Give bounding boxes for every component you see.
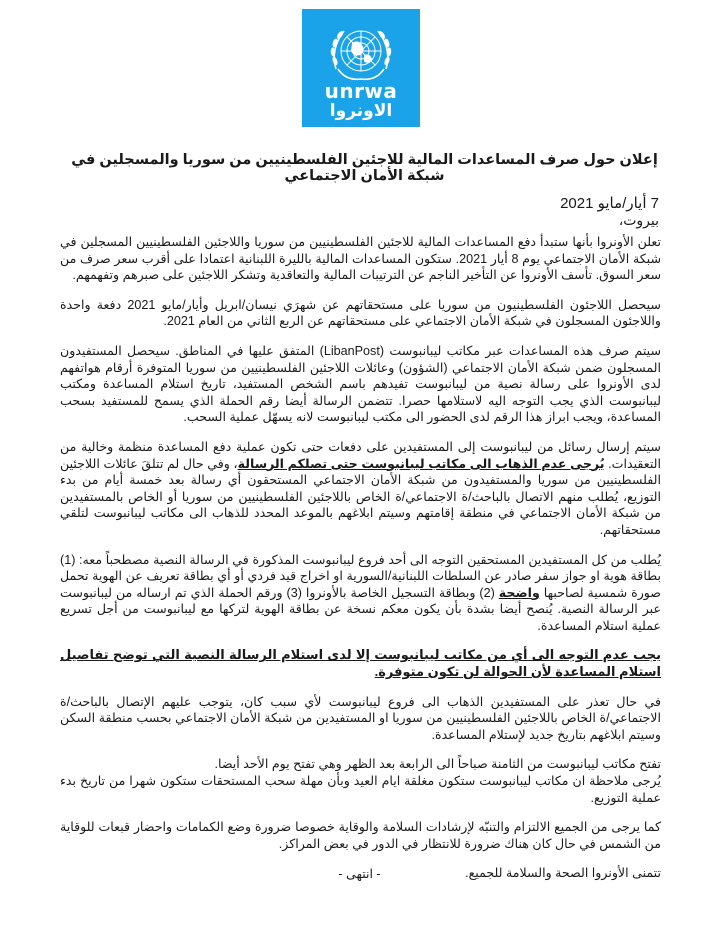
paragraph-safety: كما يرجى من الجميع الالتزام والتنبّه لإرشادات السلامة والوقاية خصوصا ضرورة وضع الكمامات واحضار قبعات للوقاية من الشمس في حال كان هناك ضرورة للانتظار في الدور في بعض المراكز. bbox=[60, 820, 661, 851]
eid-closure-note: يُرجى ملاحظة ان مكاتب ليبانبوست ستكون مغلقة ايام العيد وبأن مهلة سحب المستحقات ستكون شهرا من تاريخ بدء عملية التوزيع. bbox=[60, 774, 661, 805]
paragraph-text: يُطلب من كل المستفيدين المستحقين التوجه الى أحد فروع ليبانبوست المذكورة في الرسالة النصية مصطحباً معه: (1) بطاقة هوية او جواز سفر صادر عن السلطات اللبنانية/السورية او اخراج قيد فردي أو أي بطاقة تعريف عن الهوية تحمل صورة شمسية لصاحبها bbox=[60, 552, 661, 600]
paragraph-unable-to-attend: في حال تعذر على المستفيدين الذهاب الى فروع ليبانبوست لأي سبب كان، يتوجب عليهم الإتصال بالباحث/ة الاجتماعي/ة الخاص باللاجئين الفلسطينيين من سوريا او المستفيدين من شبكة الأمان الاجتماعي بحسب منطقة السكن وسيتم ابلاغهم بتاريخ جديد لإستلام المساعدة. bbox=[60, 694, 661, 742]
end-mark: - انتهى - bbox=[338, 867, 381, 881]
document-place: بيروت، bbox=[618, 212, 659, 228]
dateline bbox=[560, 196, 659, 228]
unrwa-logo bbox=[302, 9, 420, 127]
document-date: 7 أيار/مايو 2021 bbox=[560, 195, 659, 212]
logo-wordmark-arabic: الاونروا bbox=[329, 101, 393, 121]
document-title: إعلان حول صرف المساعدات المالية للاجئين الفلسطينيين من سوريا والمسجلين في شبكة الأمان الاجتماعي bbox=[71, 152, 658, 184]
paragraph-libanpost: سيتم صرف هذه المساعدات عبر مكاتب ليبانبوست (LibanPost) المتفق عليها في المناطق. سيحصل المستفيدون المسجلون ضمن شبكة الأمان الاجتماعي (الشؤون) وعائلات اللاجئين الفلسطينيين من سوريا المتوفرة أرقام هواتفهم لدى الأونروا على رسالة نصية من ليبانبوست تفيدهم باسم الشخص المستفيد، تاريخ استلام المساعدة ومكتب ليبانبوست الذي يجب التوجه اليه لاستلامها حصرا. تتضمن الرسالة أيضا رقم الحملة الذي يسمح للمستفيد بسحب المساعدة، ويجب ابراز هذا الرقم لدى الحضور الى مكتب ليبانبوست لانه يسهّل عملية السحب. bbox=[60, 343, 661, 425]
paragraph-sms-batches bbox=[60, 439, 661, 539]
paragraph-text: (2) وبطاقة التسجيل الخاصة بالأونروا (3) ورقم الحملة الذي تم ارساله من ليبانبوست عبر الرسالة النصية. يُنصح أيضا بشدة بأن يكون معكم نسخة عن بطاقة الهوية لتركها مع ليبانبوست من أجل تسريع عملية استلام المساعدة. bbox=[60, 585, 661, 633]
emphasis-wait-for-message: يُرجى عدم الذهاب الى مكاتب ليبانبوست حتى تصلكم الرسالة bbox=[237, 456, 605, 471]
document-body bbox=[60, 234, 661, 895]
paragraph-opening-hours bbox=[60, 756, 661, 806]
paragraph-closing: تتمنى الأونروا الصحة والسلامة للجميع. bbox=[465, 866, 661, 881]
opening-hours-text: تفتح مكاتب ليبانبوست من الثامنة صباحاً الى الرابعة بعد الظهر وهي تفتح يوم الأحد أيضا. bbox=[214, 757, 661, 772]
paragraph-warning: يجب عدم التوجه الى أي من مكاتب ليبانبوست إلا لدى استلام الرسالة النصية التي توضح تفاصيل استلام المساعدة لأن الحوالة لن تكون متوفرة. bbox=[60, 647, 661, 680]
emphasis-clear: واضحة bbox=[498, 585, 540, 600]
paragraph-text: ، وفي حال لم تتلقَ عائلات اللاجئين الفلسطينيين من سوريا والمستفيدون من شبكة الأمان الاجتماعي المستحقون أي رسالة بعد خمسة أيام من بدء التوزيع، يُطلب منهم الاتصال بالباحث/ة الاجتماعي/ة الخاص باللاجئين الفلسطينيين من سوريا أو الخاص بالمستفيدين من شبكة الأمان الاجتماعي في منطقة إقامتهم وسيتم ابلاغهم بالموعد المحدد للذهاب الى مكاتب ليبانبوست لتلقي مستحقاتهم. bbox=[60, 456, 661, 537]
logo-wordmark-english: unrwa bbox=[324, 79, 398, 103]
paragraph-entitlements: سيحصل اللاجئون الفلسطينيون من سوريا على مستحقاتهم عن شهرَي نيسان/ابريل وأيار/مايو 2021 دفعة واحدة واللاجئون المسجلون في شبكة الأمان الاجتماعي على مستحقاتهم عن الربع الثاني من العام 2021. bbox=[60, 297, 661, 329]
paragraph-text: سيتم إرسال رسائل من ليبانبوست إلى المستفيدين على دفعات حتى تكون عملية دفع المساعدة منظمة وخالية من التعقيدات. bbox=[60, 439, 661, 471]
paragraph-required-documents bbox=[60, 552, 661, 635]
paragraph-announcement: تعلن الأونروا بأنها ستبدأ دفع المساعدات المالية للاجئين الفلسطينيين من سوريا واللاجئين الفلسطينيين المسجلين في شبكة الأمان الاجتماعي يوم 8 أيار 2021. ستكون المساعدات المالية بالليرة اللبنانية اعتمادا على أقرب سعر صرف من سعر السوق. تأسف الأونروا عن التأخير الناجم عن الترتيبات المالية والتعاقدية وتشكر اللاجئين على صبرهم وتفهمهم. bbox=[60, 235, 662, 283]
